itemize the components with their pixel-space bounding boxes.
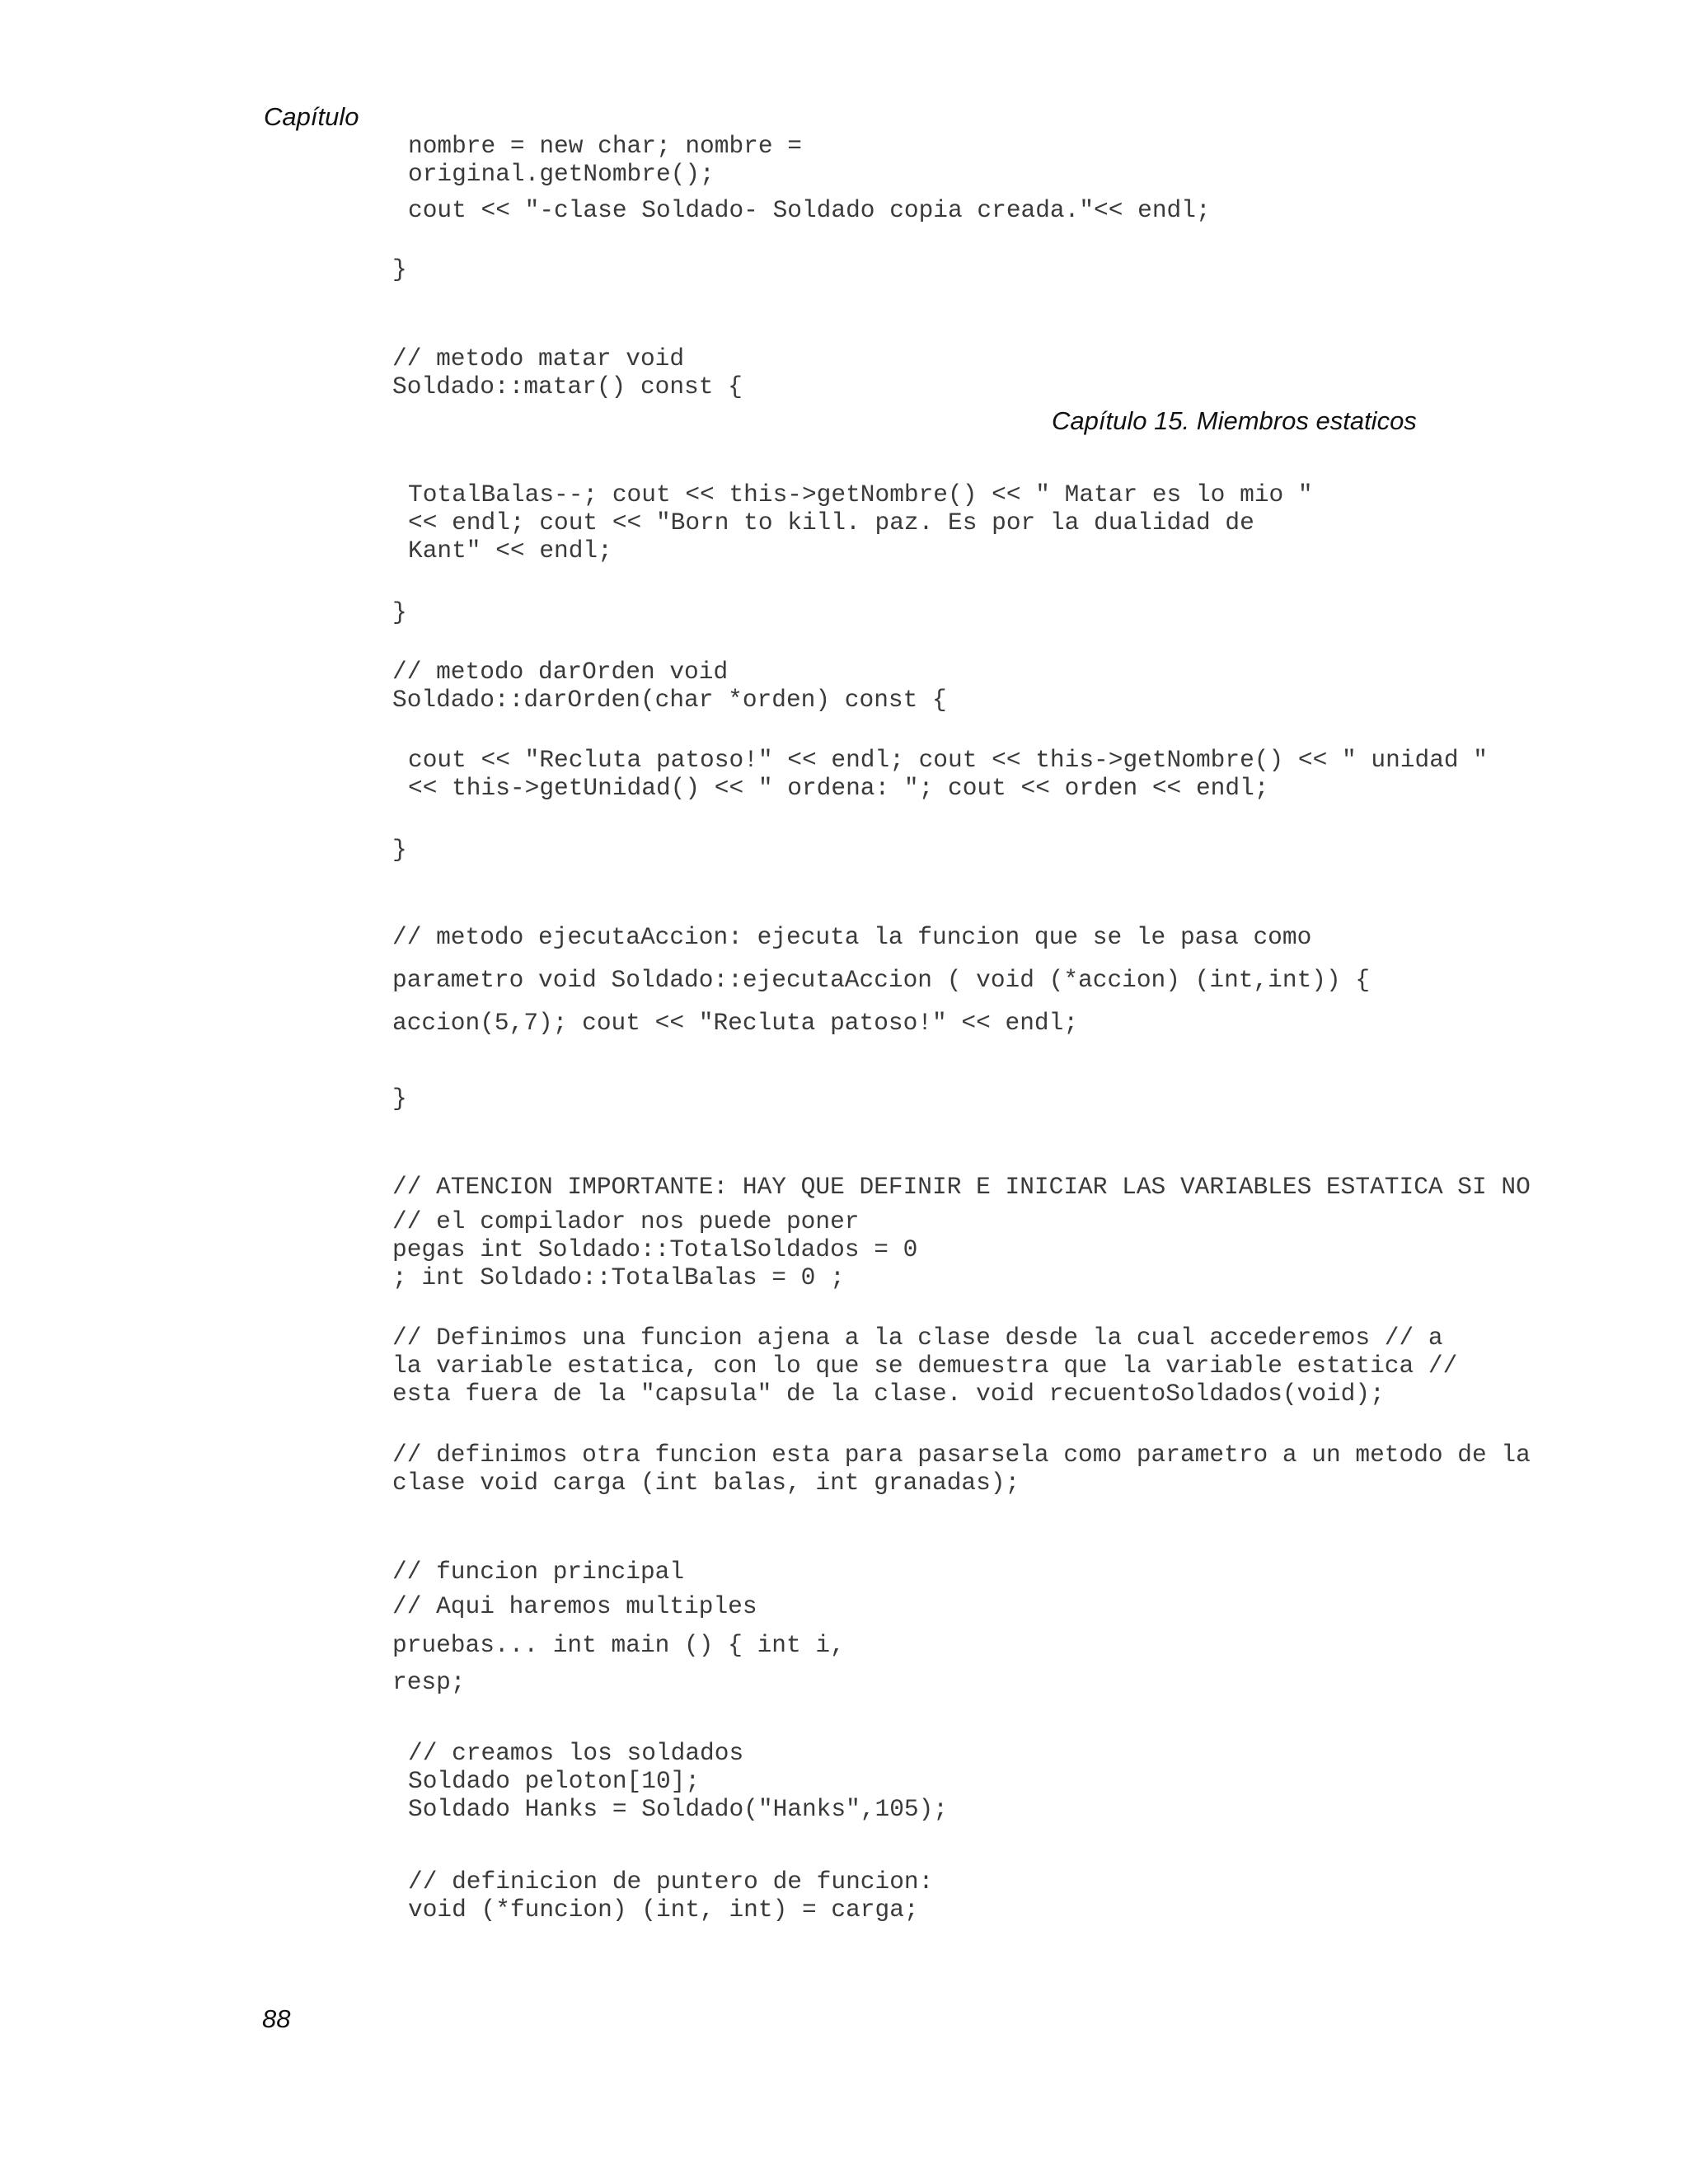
code-line: } [392,836,407,864]
code-block [408,480,1313,565]
code-line: // metodo matar void [392,344,685,373]
code-line: Kant" << endl; [408,537,612,565]
code-line: << this->getUnidad() << " ordena: "; cout << orden << endl; [408,774,1269,802]
code-line: cout << "-clase Soldado- Soldado copia creada."<< endl; [408,196,1211,224]
code-line: pruebas... int main () { int i, [392,1631,845,1659]
code-block [392,658,947,714]
code-line: Soldado::darOrden(char *orden) const { [392,686,947,714]
code-line: resp; [392,1668,466,1696]
code-line: } [392,1085,407,1113]
code-line: // metodo darOrden void [392,658,729,686]
code-block [392,1441,1531,1497]
code-line: // el compilador nos puede poner [392,1207,860,1235]
code-block [408,746,1488,802]
code-line: cout << "Recluta patoso!" << endl; cout << this->getNombre() << " unidad " [408,746,1489,774]
code-line: // definicion de puntero de funcion: [408,1868,934,1896]
code-line: // Aqui haremos multiples [392,1592,757,1620]
code-line: ; int Soldado::TotalBalas = 0 ; [392,1263,845,1291]
code-line: Soldado::matar() const { [392,373,743,401]
chapter-header-left: Capítulo [264,102,359,131]
code-block [408,1739,948,1823]
code-line: Soldado peloton[10]; [408,1767,701,1795]
code-block [392,966,1370,994]
code-line: void (*funcion) (int, int) = carga; [408,1896,919,1924]
code-block [392,1324,1457,1408]
code-line: } [392,598,407,626]
code-line: parametro void Soldado::ejecutaAccion ( void (*accion) (int,int)) { [392,966,1371,994]
code-block [392,923,1311,951]
code-block [408,132,802,188]
code-block [392,1173,1531,1201]
code-block [392,255,407,284]
code-block [392,344,743,401]
code-line: // funcion principal [392,1558,685,1586]
code-line: << endl; cout << "Born to kill. paz. Es por la dualidad de [408,509,1254,537]
chapter-header-right: Capítulo 15. Miembros estaticos [1052,406,1417,435]
page-number: 88 [262,2004,291,2033]
code-line: pegas int Soldado::TotalSoldados = 0 [392,1235,918,1263]
code-block [408,1868,933,1924]
code-block [392,598,407,626]
code-block [392,1592,757,1620]
code-block [392,1085,407,1113]
code-block [392,1207,917,1291]
code-line: } [392,255,407,284]
code-line: la variable estatica, con lo que se demuestra que la variable estatica // [392,1352,1458,1380]
code-line: // metodo ejecutaAccion: ejecuta la funcion que se le pasa como [392,923,1312,951]
code-line: // creamos los soldados [408,1739,744,1767]
code-line: TotalBalas--; cout << this->getNombre() << " Matar es lo mio " [408,480,1313,509]
code-block [408,196,1211,224]
code-line: original.getNombre(); [408,160,715,188]
code-block [392,1668,466,1696]
code-line: // ATENCION IMPORTANTE: HAY QUE DEFINIR E INICIAR LAS VARIABLES ESTATICA SI NO [392,1173,1531,1201]
code-line: clase void carga (int balas, int granadas); [392,1469,1020,1497]
code-line: esta fuera de la "capsula" de la clase. void recuentoSoldados(void); [392,1380,1385,1408]
code-line: accion(5,7); cout << "Recluta patoso!" << endl; [392,1009,1079,1037]
code-block [392,836,407,864]
code-block [392,1631,845,1659]
code-line: // Definimos una funcion ajena a la clase desde la cual accederemos // a [392,1324,1443,1352]
code-block [392,1009,1078,1037]
code-line: nombre = new char; nombre = [408,132,802,160]
code-line: Soldado Hanks = Soldado("Hanks",105); [408,1795,949,1823]
code-block [392,1558,684,1586]
code-line: // definimos otra funcion esta para pasarsela como parametro a un metodo de la [392,1441,1531,1469]
